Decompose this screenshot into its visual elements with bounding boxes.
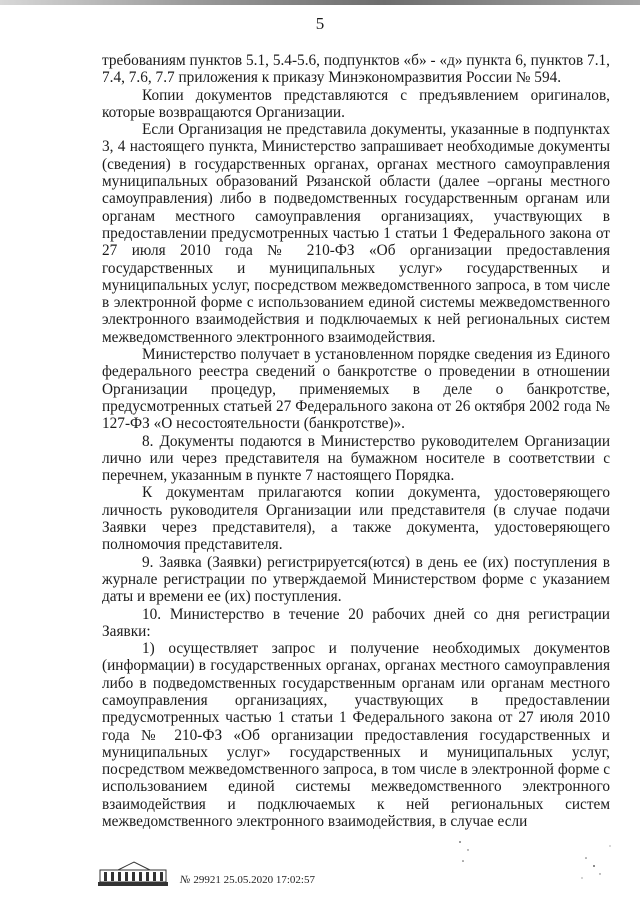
- paragraph: Министерство получает в установленном порядке сведения из Единого федерального реестра сведений о банкротстве о проведении в отношении Организации процедур, применяемых в деле о банкротстве, предусмотренных статьей 27 Федерального закона от 26 октября 2002 года № 127-ФЗ «О несостоятельности (банкротстве)».: [102, 346, 610, 433]
- paragraph: 10. Министерство в течение 20 рабочих дней со дня регистрации Заявки:: [102, 605, 610, 640]
- paragraph: К документам прилагаются копии документа, удостоверяющего личность руководителя Организации или представителя (в случае подачи Заявки через представителя), а также документа, удостоверяющего полномочия представителя.: [102, 484, 610, 554]
- paragraph: 1) осуществляет запрос и получение необходимых документов (информации) в государственных органах, органах местного самоуправления либо в подведомственных государственным органам или органам местного самоуправления организациях, участвующих в предоставлении предусмотренных частью 1 статьи 1 Федерального закона от 27 июля 2010 года № 210-ФЗ «Об организации предоставления государственных и муниципальных услуг» государственных и муниципальных услуг, посредством межведомственного запроса, в том числе в электронной форме с использованием единой системы межведомственного электронного взаимодействия и подключаемых к ней региональных систем межведомственного электронного взаимодействия, в случае если: [102, 640, 610, 831]
- page-number: 5: [315, 14, 325, 33]
- paragraph: Если Организация не представила документы, указанные в подпунктах 3, 4 настоящего пункта, Министерство запрашивает необходимые документы (сведения) в государственных органах, органах местного самоуправления муниципальных образований Рязанской области (далее –органы местного самоуправления) либо в подведомственных государственным органам или органам местного самоуправления организациях, участвующих в предоставлении предусмотренных частью 1 статьи 1 Федерального закона от 27 июля 2010 года № 210-ФЗ «Об организации предоставления государственных и муниципальных услуг» государственных и муниципальных услуг, посредством межведомственного запроса, в том числе в электронной форме с использованием единой системы межведомственного электронного взаимодействия и подключаемых к ней региональных систем межведомственного электронного взаимодействия.: [102, 121, 610, 346]
- registration-stamp: [180, 874, 315, 886]
- building-emblem-icon: [96, 860, 172, 888]
- document-footer: [96, 860, 396, 896]
- paragraph: 8. Документы подаются в Министерство руководителем Организации лично или через представителя на бумажном носителе в соответствии с перечнем, указанным в пункте 7 настоящего Порядка.: [102, 432, 610, 485]
- registration-number-datetime: 29921 25.05.2020 17:02:57: [193, 874, 315, 886]
- paragraph: 9. Заявка (Заявки) регистрируется(ются) в день ее (их) поступления в журнале регистрации по утверждаемой Министерством форме с указанием даты и времени ее (их) поступления.: [102, 553, 610, 606]
- number-sign: №: [180, 874, 191, 886]
- paragraph: требованиям пунктов 5.1, 5.4-5.6, подпунктов «б» - «д» пункта 6, пунктов 7.1, 7.4, 7.6, 7.7 приложения к приказу Минэкономразвития России № 594.: [102, 52, 610, 87]
- paragraph: Копии документов представляются с предъявлением оригиналов, которые возвращаются Организации.: [102, 86, 610, 121]
